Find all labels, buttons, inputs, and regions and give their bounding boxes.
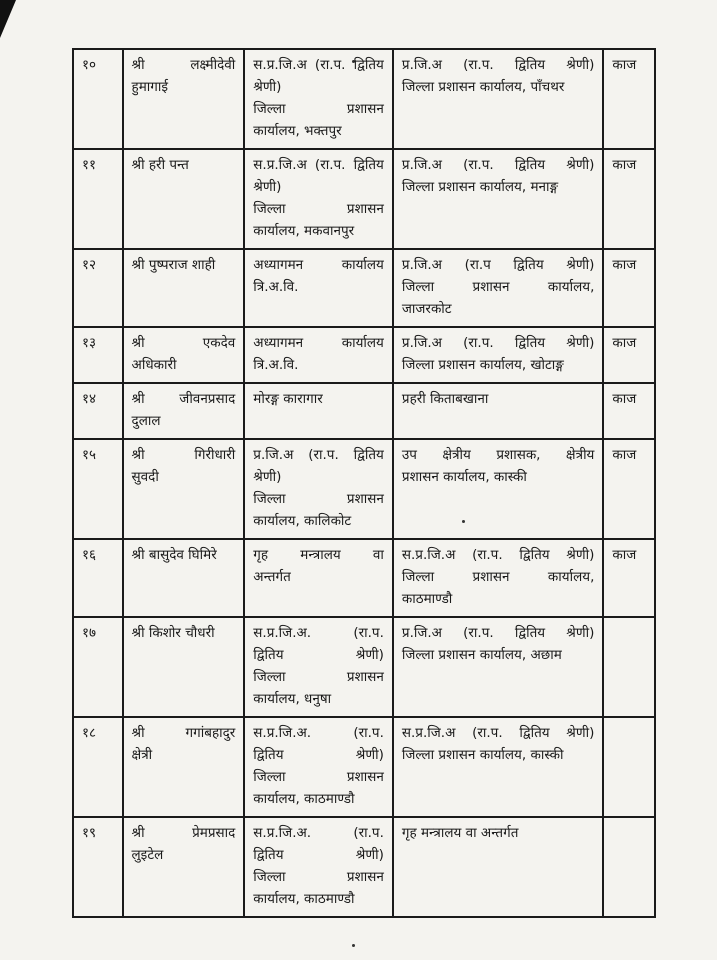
transfer-post-cell	[393, 439, 604, 539]
name-line: क्षेत्री	[131, 747, 153, 763]
from-line: कार्यालय, भक्तपुर	[253, 123, 342, 139]
from-line: स.प्र.जि.अ (रा.प. द्वितिय	[253, 157, 384, 173]
table-row	[73, 617, 655, 717]
current-post-cell	[244, 717, 393, 817]
employee-name-cell	[123, 539, 245, 617]
table-row	[73, 49, 655, 149]
from-line: कार्यालय, काठमाण्डौ	[253, 791, 355, 807]
serial-number-cell	[73, 439, 123, 539]
scan-corner-mark	[0, 0, 16, 38]
serial-number: १०	[82, 57, 97, 73]
from-line: त्रि.अ.वि.	[253, 357, 299, 373]
to-line: प्र.जि.अ (रा.प द्वितिय श्रेणी)	[401, 257, 595, 273]
from-line: जिल्ला प्रशासन	[253, 669, 384, 685]
remark-text: काज	[612, 447, 637, 463]
table-row	[73, 327, 655, 383]
to-line: स.प्र.जि.अ (रा.प. द्वितिय श्रेणी)	[401, 547, 595, 563]
name-line: श्री किशोर चौधरी	[131, 625, 215, 641]
employee-name-cell	[123, 383, 245, 439]
to-line: गृह मन्त्रालय वा अन्तर्गत	[401, 825, 519, 841]
from-line: त्रि.अ.वि.	[253, 279, 299, 295]
serial-number: १२	[82, 257, 97, 273]
transfer-post-cell	[393, 383, 604, 439]
to-line: प्र.जि.अ (रा.प. द्वितिय श्रेणी)	[401, 157, 595, 173]
from-line: स.प्र.जि.अ. (रा.प.	[253, 725, 384, 741]
remark-cell	[603, 717, 655, 817]
to-line: जिल्ला प्रशासन कार्यालय,	[401, 569, 595, 585]
transfer-table	[72, 48, 656, 918]
from-line: जिल्ला प्रशासन	[253, 201, 384, 217]
current-post-cell	[244, 617, 393, 717]
to-line: जिल्ला प्रशासन कार्यालय, अछाम	[401, 647, 562, 663]
employee-name-cell	[123, 49, 245, 149]
transfer-post-cell	[393, 539, 604, 617]
transfer-post-cell	[393, 717, 604, 817]
from-line: कार्यालय, मकवानपुर	[253, 223, 355, 239]
remark-text: काज	[612, 335, 637, 351]
remark-cell	[603, 539, 655, 617]
name-line: श्री पुष्पराज शाही	[131, 257, 216, 273]
from-line: गृह मन्त्रालय वा	[253, 547, 384, 563]
from-line: कार्यालय, कालिकोट	[253, 513, 352, 529]
scan-speck	[352, 944, 355, 947]
serial-number-cell	[73, 539, 123, 617]
name-line: श्री प्रेमप्रसाद	[131, 825, 236, 841]
name-line: श्री बासुदेव घिमिरे	[131, 547, 217, 563]
to-line: जाजरकोट	[401, 301, 452, 317]
current-post-cell	[244, 383, 393, 439]
name-line: हुमागाई	[131, 79, 168, 95]
serial-number: १३	[82, 335, 97, 351]
serial-number: १६	[82, 547, 97, 563]
name-line: श्री गिरीधारी	[131, 447, 236, 463]
employee-name-cell	[123, 717, 245, 817]
remark-text: काज	[612, 547, 637, 563]
employee-name-cell	[123, 617, 245, 717]
serial-number-cell	[73, 149, 123, 249]
from-line: जिल्ला प्रशासन	[253, 101, 384, 117]
serial-number-cell	[73, 817, 123, 917]
remark-cell	[603, 383, 655, 439]
to-line: जिल्ला प्रशासन कार्यालय, खोटाङ्ग	[401, 357, 564, 373]
transfer-post-cell	[393, 817, 604, 917]
from-line: द्वितिय श्रेणी)	[253, 647, 384, 663]
remark-cell	[603, 149, 655, 249]
from-line: स.प्र.जि.अ (रा.प. द्वितिय	[253, 57, 384, 73]
to-line: जिल्ला प्रशासन कार्यालय,	[401, 279, 595, 295]
current-post-cell	[244, 439, 393, 539]
to-line: प्र.जि.अ (रा.प. द्वितिय श्रेणी)	[401, 625, 595, 641]
employee-name-cell	[123, 149, 245, 249]
table-row	[73, 817, 655, 917]
remark-cell	[603, 49, 655, 149]
remark-text: काज	[612, 157, 637, 173]
from-line: श्रेणी)	[253, 469, 282, 485]
to-line: जिल्ला प्रशासन कार्यालय, मनाङ्ग	[401, 179, 559, 195]
serial-number-cell	[73, 383, 123, 439]
to-line: जिल्ला प्रशासन कार्यालय, पाँचथर	[401, 79, 565, 95]
from-line: मोरङ्ग कारागार	[253, 391, 323, 407]
serial-number-cell	[73, 327, 123, 383]
remark-text: काज	[612, 57, 637, 73]
to-line: उप क्षेत्रीय प्रशासक, क्षेत्रीय	[401, 447, 595, 463]
table-row	[73, 249, 655, 327]
remark-text: काज	[612, 257, 637, 273]
serial-number: १५	[82, 447, 97, 463]
remark-cell	[603, 327, 655, 383]
table-row	[73, 539, 655, 617]
from-line: स.प्र.जि.अ. (रा.प.	[253, 825, 384, 841]
serial-number-cell	[73, 49, 123, 149]
from-line: स.प्र.जि.अ. (रा.प.	[253, 625, 384, 641]
transfer-post-cell	[393, 49, 604, 149]
remark-cell	[603, 617, 655, 717]
from-line: प्र.जि.अ (रा.प. द्वितिय	[253, 447, 384, 463]
name-line: श्री जीवनप्रसाद	[131, 391, 236, 407]
current-post-cell	[244, 327, 393, 383]
to-line: प्र.जि.अ (रा.प. द्वितिय श्रेणी)	[401, 335, 595, 351]
remark-cell	[603, 817, 655, 917]
from-line: अध्यागमन कार्यालय	[253, 257, 384, 273]
name-line: श्री एकदेव	[131, 335, 236, 351]
remark-text: काज	[612, 391, 637, 407]
remark-cell	[603, 439, 655, 539]
current-post-cell	[244, 149, 393, 249]
serial-number-cell	[73, 249, 123, 327]
employee-name-cell	[123, 249, 245, 327]
transfer-post-cell	[393, 149, 604, 249]
transfer-post-cell	[393, 327, 604, 383]
serial-number: १८	[82, 725, 97, 741]
transfer-table-body	[73, 49, 655, 917]
current-post-cell	[244, 49, 393, 149]
name-line: लुइटेल	[131, 847, 164, 863]
name-line: अधिकारी	[131, 357, 177, 373]
from-line: जिल्ला प्रशासन	[253, 869, 384, 885]
to-line: प्रहरी किताबखाना	[401, 391, 489, 407]
to-line: स.प्र.जि.अ (रा.प. द्वितिय श्रेणी)	[401, 725, 595, 741]
name-line: श्री लक्ष्मीदेवी	[131, 57, 236, 73]
current-post-cell	[244, 817, 393, 917]
table-row	[73, 383, 655, 439]
transfer-post-cell	[393, 617, 604, 717]
employee-name-cell	[123, 439, 245, 539]
from-line: जिल्ला प्रशासन	[253, 769, 384, 785]
to-line: जिल्ला प्रशासन कार्यालय, कास्की	[401, 747, 564, 763]
table-row	[73, 439, 655, 539]
from-line: अध्यागमन कार्यालय	[253, 335, 384, 351]
employee-name-cell	[123, 327, 245, 383]
serial-number: १७	[82, 625, 97, 641]
from-line: द्वितिय श्रेणी)	[253, 747, 384, 763]
serial-number: १४	[82, 391, 97, 407]
employee-name-cell	[123, 817, 245, 917]
to-line: प्र.जि.अ (रा.प. द्वितिय श्रेणी)	[401, 57, 595, 73]
current-post-cell	[244, 249, 393, 327]
from-line: जिल्ला प्रशासन	[253, 491, 384, 507]
from-line: अन्तर्गत	[253, 569, 291, 585]
transfer-post-cell	[393, 249, 604, 327]
from-line: कार्यालय, धनुषा	[253, 691, 332, 707]
serial-number: १९	[82, 825, 97, 841]
from-line: द्वितिय श्रेणी)	[253, 847, 384, 863]
to-line: प्रशासन कार्यालय, कास्की	[401, 469, 527, 485]
name-line: श्री गगांबहादुर	[131, 725, 236, 741]
from-line: कार्यालय, काठमाण्डौ	[253, 891, 355, 907]
to-line: काठमाण्डौ	[401, 591, 453, 607]
name-line: दुलाल	[131, 413, 161, 429]
name-line: श्री हरी पन्त	[131, 157, 189, 173]
table-row	[73, 717, 655, 817]
serial-number-cell	[73, 617, 123, 717]
current-post-cell	[244, 539, 393, 617]
table-row	[73, 149, 655, 249]
serial-number-cell	[73, 717, 123, 817]
serial-number: ११	[82, 157, 97, 173]
from-line: श्रेणी)	[253, 79, 282, 95]
remark-cell	[603, 249, 655, 327]
name-line: सुवदी	[131, 469, 159, 485]
from-line: श्रेणी)	[253, 179, 282, 195]
